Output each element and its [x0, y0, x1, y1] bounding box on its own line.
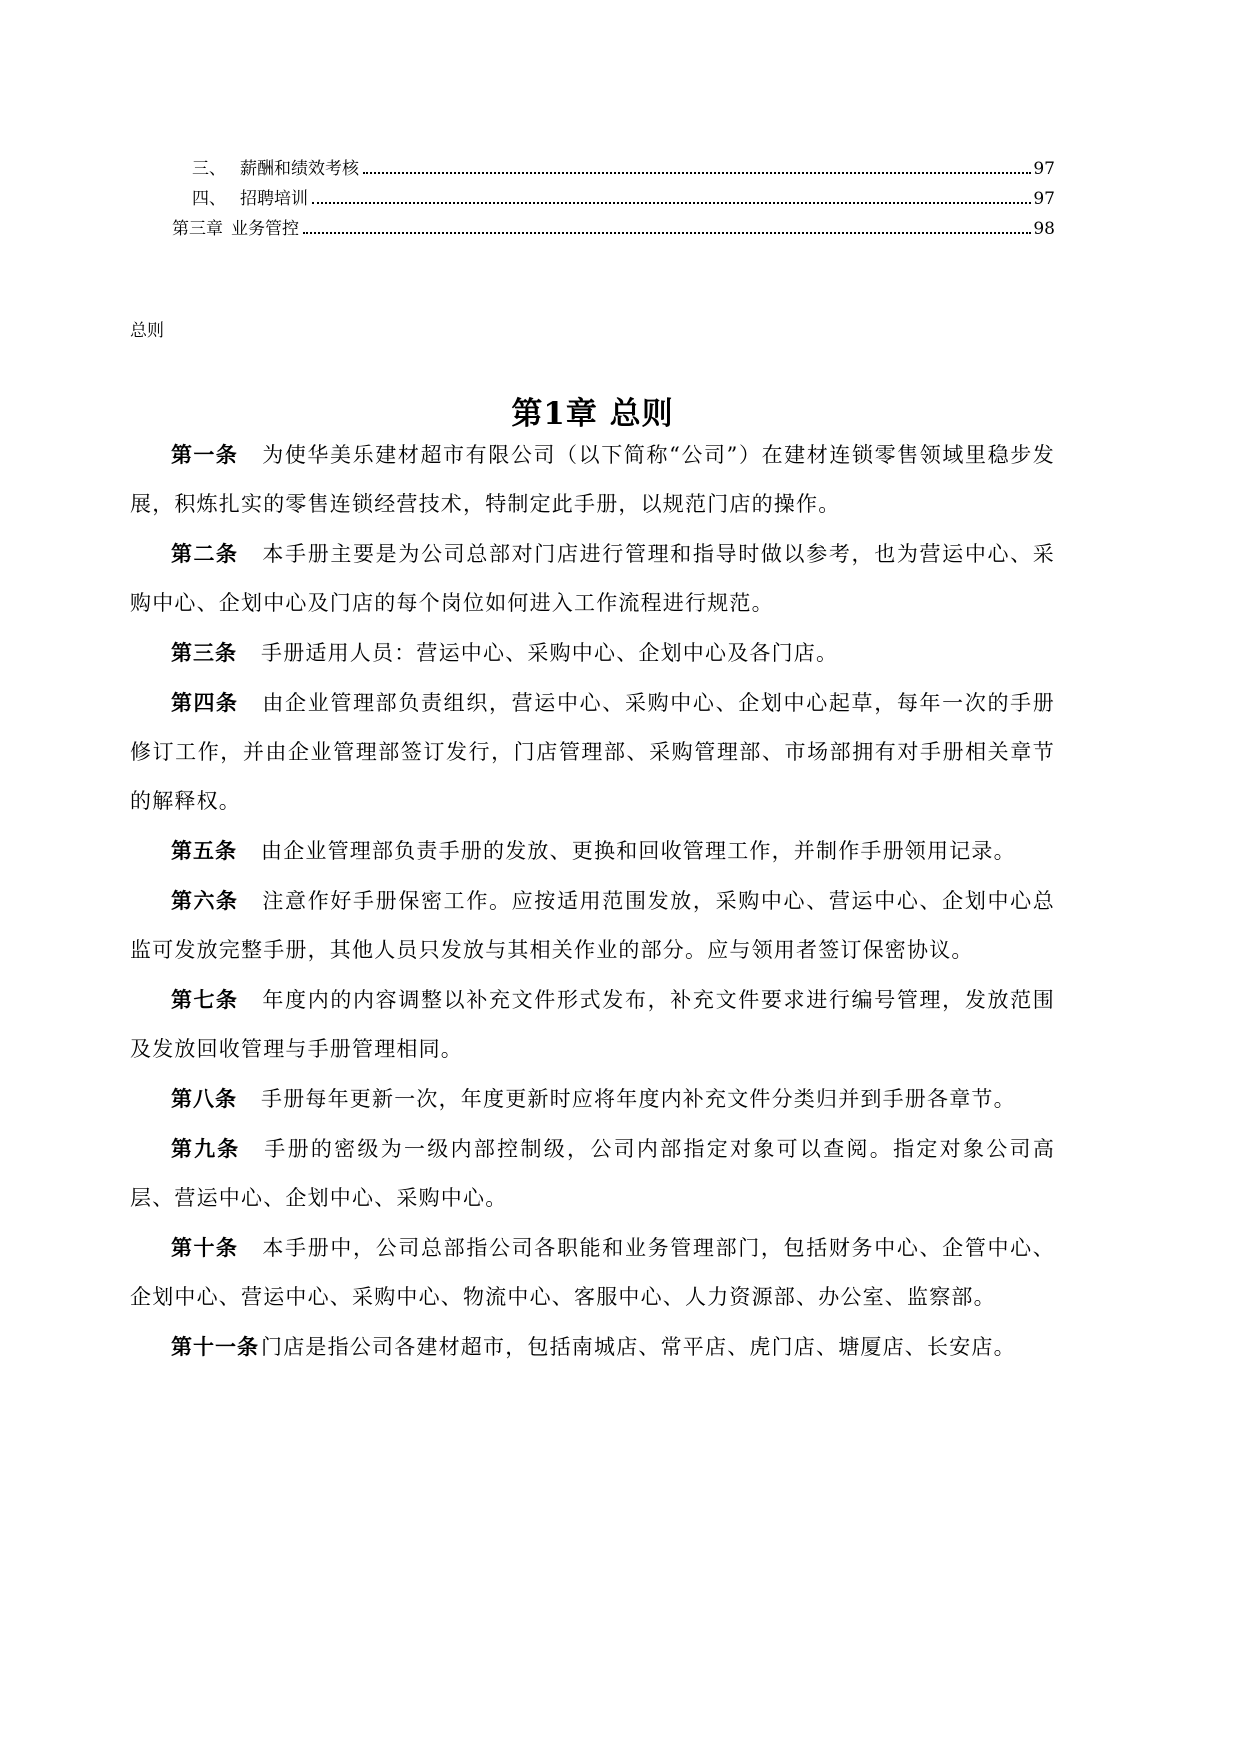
toc-entry-page: 97 [1033, 159, 1055, 179]
article [130, 1322, 1055, 1372]
toc-entry-number: 四、 [192, 189, 226, 209]
article-number: 第四条 [171, 690, 239, 715]
toc-entry-number: 三、 [192, 159, 226, 179]
toc-dot-leader [303, 231, 1031, 234]
article-number: 第二条 [171, 541, 239, 566]
article [130, 678, 1055, 826]
toc-entry-title: 招聘培训 [240, 189, 308, 209]
toc-entry-page: 98 [1033, 219, 1055, 239]
article-text: 本手册中，公司总部指公司各职能和业务管理部门，包括财务中心、企管中心、企划中心、营运中心、采购中心、物流中心、客服中心、人力资源部、办公室、监察部。 [130, 1236, 1056, 1309]
article-number: 第三条 [171, 640, 237, 665]
toc-entry-page: 97 [1033, 189, 1055, 209]
article-number: 第七条 [171, 987, 239, 1012]
article-text: 手册的密级为一级内部控制级，公司内部指定对象可以查阅。指定对象公司高层、营运中心、企划中心、采购中心。 [130, 1137, 1056, 1210]
toc-entry[interactable] [130, 154, 1055, 184]
article-text: 由企业管理部负责组织，营运中心、采购中心、企划中心起草，每年一次的手册修订工作，并由企业管理部签订发行，门店管理部、采购管理部、市场部拥有对手册相关章节的解释权。 [130, 691, 1056, 813]
toc-dot-leader [312, 201, 1031, 204]
article-number: 第十条 [171, 1235, 239, 1260]
article [130, 1124, 1055, 1223]
toc-entry[interactable] [130, 214, 1055, 244]
toc-entry-title: 薪酬和绩效考核 [240, 159, 359, 179]
article [130, 1223, 1055, 1322]
article-list [130, 430, 1055, 1372]
article-number: 第五条 [171, 838, 237, 863]
article [130, 430, 1055, 529]
article-number: 第六条 [171, 888, 239, 913]
article [130, 1074, 1055, 1124]
article [130, 529, 1055, 628]
toc-entry-title: 业务管控 [231, 219, 299, 239]
article-text: 门店是指公司各建材超市，包括南城店、常平店、虎门店、塘厦店、长安店。 [261, 1335, 1016, 1359]
article [130, 826, 1055, 876]
article-number: 第一条 [171, 442, 239, 467]
article-text: 注意作好手册保密工作。应按适用范围发放，采购中心、营运中心、企划中心总监可发放完整手册，其他人员只发放与其相关作业的部分。应与领用者签订保密协议。 [130, 889, 1056, 962]
article [130, 628, 1055, 678]
article-text: 由企业管理部负责手册的发放、更换和回收管理工作，并制作手册领用记录。 [261, 839, 1016, 863]
toc-dot-leader [363, 171, 1031, 174]
article-text: 本手册主要是为公司总部对门店进行管理和指导时做以参考，也为营运中心、采购中心、企划中心及门店的每个岗位如何进入工作流程进行规范。 [130, 542, 1056, 615]
article-number: 第九条 [171, 1136, 241, 1161]
toc-entry[interactable] [130, 184, 1055, 214]
toc-entry-number: 第三章 [172, 219, 223, 239]
article-text: 手册每年更新一次，年度更新时应将年度内补充文件分类归并到手册各章节。 [261, 1087, 1016, 1111]
article-number: 第八条 [171, 1086, 237, 1111]
article-text: 年度内的内容调整以补充文件形式发布，补充文件要求进行编号管理，发放范围及发放回收管理与手册管理相同。 [130, 988, 1056, 1061]
section-label: 总则 [130, 321, 164, 341]
table-of-contents [130, 154, 1055, 244]
chapter-title: 第1章 总则 [511, 395, 674, 432]
article-text: 手册适用人员：营运中心、采购中心、企划中心及各门店。 [261, 641, 839, 665]
article-number: 第十一条 [171, 1334, 259, 1359]
article [130, 876, 1055, 975]
article [130, 975, 1055, 1074]
article-text: 为使华美乐建材超市有限公司（以下简称“公司”）在建材连锁零售领域里稳步发展，积炼扎实的零售连锁经营技术，特制定此手册，以规范门店的操作。 [130, 443, 1056, 516]
